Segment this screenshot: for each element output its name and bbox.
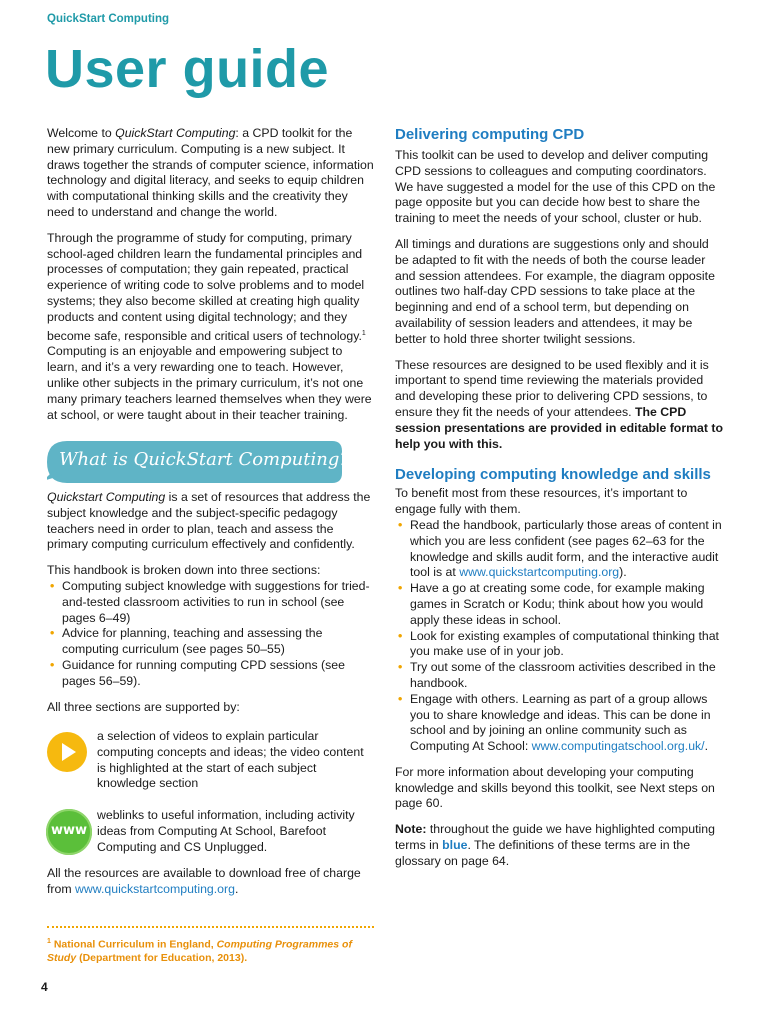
bullet-icon: • bbox=[398, 628, 403, 643]
what-is-section bbox=[47, 490, 375, 715]
delivering-paragraph-2: All timings and durations are suggestions only and should be adapted to fit with the needs of both the course leader and session attendees. For example, the diagram opposite outlines two half-day CPD sessions to take place at the beginning and end of a school term, but depending on availability of session leaders and attendees, it may be better to hold three shorter twilight sessions. bbox=[395, 236, 715, 346]
video-resource-text: a selection of videos to explain particular computing concepts and ideas; the video content is highlighted at the start of each subject knowledge section bbox=[97, 729, 364, 791]
list-item: • Guidance for running computing CPD sessions (see pages 56–59). bbox=[50, 657, 345, 688]
left-column bbox=[47, 126, 375, 423]
www-label: www bbox=[50, 823, 88, 838]
delivering-paragraph-3: These resources are designed to be used flexibly and it is important to spend time reviewing the materials provided and developing these prior to delivering CPD sessions, to ensure they fit the needs of your attendees. The CPD session presentations are provided in editable format to help you with this. bbox=[395, 357, 723, 451]
blue-term-example: blue bbox=[442, 838, 468, 853]
banner-heading: What is QuickStart Computing? bbox=[59, 449, 349, 470]
list-item: • Advice for planning, teaching and assessing the computing curriculum (see pages 50–55) bbox=[50, 626, 323, 657]
intro-paragraph-2: Through the programme of study for computing, primary school-aged children learn the fundamental principles and processes of computation; they gain repeated, practical experience of writing code to solve problems and to model systems; they also become skilled at creating high quality products and content using digital technology; and they become safe, responsible and critical users of technology.$^1$ Computing is an enjoyable and empowering subject to learn, and it’s a very rewarding one to teach. However, unlike other subjects in the primary curriculum, it’s not one many primary teachers learned themselves when they were at school, or were taught about in their teacher training. bbox=[47, 230, 372, 422]
web-resource-text: weblinks to useful information, including activity ideas from Computing At School, Barefoot Computing and CS Unplugged. bbox=[97, 808, 355, 854]
list-item: • Try out some of the classroom activities described in the handbook. bbox=[398, 660, 716, 690]
bullet-icon: • bbox=[50, 626, 55, 641]
more-info-paragraph: For more information about developing your computing knowledge and skills beyond this toolkit, see Next steps on page 60. bbox=[395, 764, 715, 811]
audit-tool-link[interactable]: www.quickstartcomputing.org bbox=[459, 565, 620, 580]
list-item: • Read the handbook, particularly those areas of content in which you are less confident (see pages 62–63 for the knowledge and skills audit form, and the interactive audit tool is at www.quickstartcomputing.org). bbox=[398, 517, 722, 580]
page-number: 4 bbox=[41, 980, 48, 994]
section-banner bbox=[47, 441, 349, 483]
list-item: • Have a go at creating some code, for example making games in Scratch or Kodu; think about how you would apply these ideas in school. bbox=[398, 581, 705, 627]
bullet-icon: • bbox=[398, 517, 403, 532]
sections-list bbox=[47, 579, 375, 690]
page-title: User guide bbox=[45, 39, 330, 99]
note-paragraph: Note: throughout the guide we have highlighted computing terms in blue. The definitions of these terms are in the glossary on page 64. bbox=[395, 822, 715, 868]
bullet-icon: • bbox=[50, 657, 55, 672]
footnote-ref: 1 bbox=[361, 329, 366, 337]
list-item: • Look for existing examples of computational thinking that you make use of in your job. bbox=[398, 628, 719, 659]
footnote: $^1$ National Curriculum in England, Computing Programmes of Study (Department for Education, 2013). bbox=[47, 938, 352, 964]
www-icon bbox=[46, 809, 92, 855]
footnote-divider bbox=[47, 926, 374, 928]
sections-intro: This handbook is broken down into three sections: bbox=[47, 563, 321, 578]
download-paragraph: All the resources are available to download free of charge from www.quickstartcomputing.org. bbox=[47, 866, 361, 896]
what-is-paragraph: Quickstart Computing is a set of resources that address the subject knowledge and the subject-specific pedagogy teachers need in order to plan, teach and assess the primary computing curriculum effectively and confidently. bbox=[47, 490, 371, 552]
list-item: • Engage with others. Learning as part of a group allows you to share knowledge and ideas. This can be done in school and by joining an online community such as Computing At School: www.computingatschool.org.uk/. bbox=[398, 691, 711, 754]
delivering-paragraph-1: This toolkit can be used to develop and deliver computing CPD sessions to colleagues and computing coordinators. We have suggested a model for the use of this CPD on the page opposite but you can decide how best to share the training to meet the needs of your school, cluster or hub. bbox=[395, 148, 716, 226]
bullet-icon: • bbox=[50, 578, 55, 593]
bullet-icon: • bbox=[398, 581, 403, 596]
bullet-icon: • bbox=[398, 691, 403, 706]
list-item: • Computing subject knowledge with suggestions for tried-and-tested classroom activities to run in school (see pages 6–49) bbox=[50, 578, 370, 625]
quickstart-link[interactable]: www.quickstartcomputing.org bbox=[75, 881, 235, 896]
running-head: QuickStart Computing bbox=[47, 13, 170, 25]
developing-list bbox=[395, 518, 725, 755]
bullet-icon: • bbox=[398, 660, 403, 675]
supported-by: All three sections are supported by: bbox=[47, 699, 240, 714]
computing-at-school-link[interactable]: www.computingatschool.org.uk/ bbox=[531, 739, 705, 754]
developing-heading: Developing computing knowledge and skills bbox=[395, 466, 711, 484]
delivering-heading: Delivering computing CPD bbox=[395, 126, 585, 143]
right-column bbox=[395, 126, 725, 870]
intro-paragraph-1: Welcome to QuickStart Computing: a CPD toolkit for the new primary curriculum. Computing is a new subject. It draws together the strands of computer science, information technology and digital literacy, and seeks to equip children with computational thinking skills and the creativity they need to understand and change the world. bbox=[47, 126, 374, 219]
developing-intro: To benefit most from these resources, it’s important to engage fully with them. bbox=[395, 486, 688, 517]
play-icon bbox=[47, 732, 87, 772]
